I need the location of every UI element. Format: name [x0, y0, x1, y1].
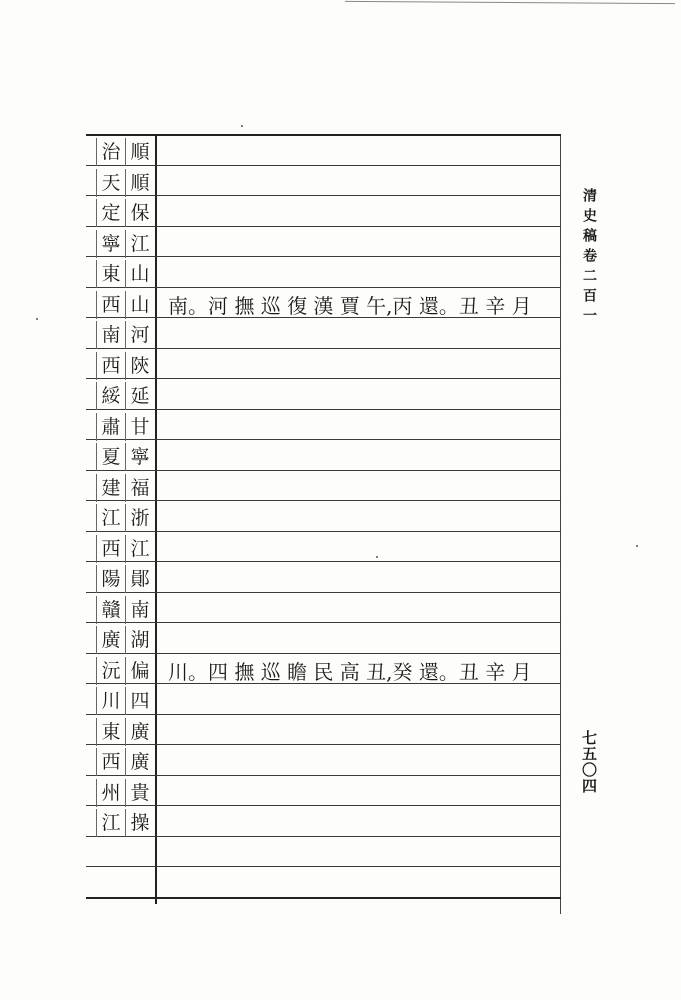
row-rule: [86, 592, 561, 593]
province-char: 西: [96, 535, 123, 563]
office-table: [86, 134, 561, 914]
row-rule: [86, 653, 561, 654]
province-cell: [96, 626, 152, 654]
row-rule: [86, 500, 561, 501]
province-char: 肅: [96, 413, 123, 441]
province-char: 南: [125, 596, 152, 624]
province-char: 定: [96, 199, 123, 227]
column-divider: [155, 134, 157, 904]
province-cell: [96, 138, 152, 166]
row-rule: [86, 165, 561, 166]
province-cell: [96, 474, 152, 502]
province-cell: [96, 230, 152, 258]
row-rule: [86, 775, 561, 776]
province-char: 江: [125, 230, 152, 258]
province-char: 順: [125, 169, 152, 197]
row-rule: [86, 714, 561, 715]
row-rule: [86, 409, 561, 410]
province-char: 甘: [125, 413, 152, 441]
province-cell: [96, 596, 152, 624]
province-char: 廣: [125, 748, 152, 776]
province-char: 東: [96, 718, 123, 746]
province-char: 西: [96, 748, 123, 776]
province-cell: [96, 504, 152, 532]
province-char: 浙: [125, 504, 152, 532]
province-char: 延: [125, 382, 152, 410]
row-rule: [86, 561, 561, 562]
row-rule: [86, 226, 561, 227]
province-cell: [96, 321, 152, 349]
province-char: 州: [96, 779, 123, 807]
appointment-entry: 川。四 撫 巡 瞻 民 高 丑,癸 還。丑 辛 月: [168, 660, 532, 684]
province-char: 廣: [125, 718, 152, 746]
province-cell: [96, 779, 152, 807]
row-rule: [86, 805, 561, 806]
province-char: 綏: [96, 382, 123, 410]
ink-speck: [241, 125, 243, 127]
province-char: 湖: [125, 626, 152, 654]
province-cell: [96, 382, 152, 410]
province-cell: [96, 443, 152, 471]
row-rule: [86, 439, 561, 440]
row-rule: [86, 134, 561, 136]
province-char: 西: [96, 352, 123, 380]
province-cell: [96, 352, 152, 380]
province-char: 贛: [96, 596, 123, 624]
province-char: 偏: [125, 657, 152, 685]
province-char: 四: [125, 687, 152, 715]
row-rule: [86, 195, 561, 196]
province-cell: [96, 748, 152, 776]
province-char: 江: [125, 535, 152, 563]
province-char: 鄖: [125, 565, 152, 593]
province-char: 東: [96, 260, 123, 288]
province-char: 西: [96, 291, 123, 319]
province-char: 順: [125, 138, 152, 166]
page-top-edge: [345, 1, 675, 4]
province-char: 江: [96, 809, 123, 837]
table-right-border: [560, 134, 561, 914]
province-char: 河: [125, 321, 152, 349]
ink-speck: [636, 545, 638, 547]
province-char: 貴: [125, 779, 152, 807]
province-cell: [96, 291, 152, 319]
province-cell: [96, 809, 152, 837]
province-cell: [96, 565, 152, 593]
row-rule: [86, 897, 561, 899]
row-rule: [86, 622, 561, 623]
province-char: 川: [96, 687, 123, 715]
province-char: 陝: [125, 352, 152, 380]
province-char: 寧: [96, 230, 123, 258]
province-cell: [96, 260, 152, 288]
province-char: 廣: [96, 626, 123, 654]
province-cell: [96, 169, 152, 197]
province-char: 操: [125, 809, 152, 837]
row-rule: [86, 866, 561, 867]
row-rule: [86, 287, 561, 288]
province-char: 治: [96, 138, 123, 166]
row-rule: [86, 744, 561, 745]
province-char: 南: [96, 321, 123, 349]
row-rule: [86, 836, 561, 837]
province-char: 建: [96, 474, 123, 502]
province-cell: [96, 718, 152, 746]
province-char: 江: [96, 504, 123, 532]
province-char: 天: [96, 169, 123, 197]
province-char: 山: [125, 291, 152, 319]
row-rule: [86, 378, 561, 379]
book-title: 清史稿卷二百一: [581, 188, 597, 328]
province-cell: [96, 199, 152, 227]
province-char: 陽: [96, 565, 123, 593]
page-number: 七五〇四: [580, 730, 598, 794]
province-cell: [96, 535, 152, 563]
row-rule: [86, 470, 561, 471]
province-cell: [96, 413, 152, 441]
row-rule: [86, 531, 561, 532]
ink-speck: [36, 318, 38, 320]
province-char: 山: [125, 260, 152, 288]
province-char: 福: [125, 474, 152, 502]
province-char: 夏: [96, 443, 123, 471]
province-char: 寧: [125, 443, 152, 471]
appointment-entry: 南。河 撫 巡 復 漢 賈 午,丙 還。丑 辛 月: [168, 294, 532, 318]
province-char: 保: [125, 199, 152, 227]
row-rule: [86, 256, 561, 257]
row-rule: [86, 348, 561, 349]
province-cell: [96, 687, 152, 715]
province-cell: [96, 657, 152, 685]
province-char: 沅: [96, 657, 123, 685]
